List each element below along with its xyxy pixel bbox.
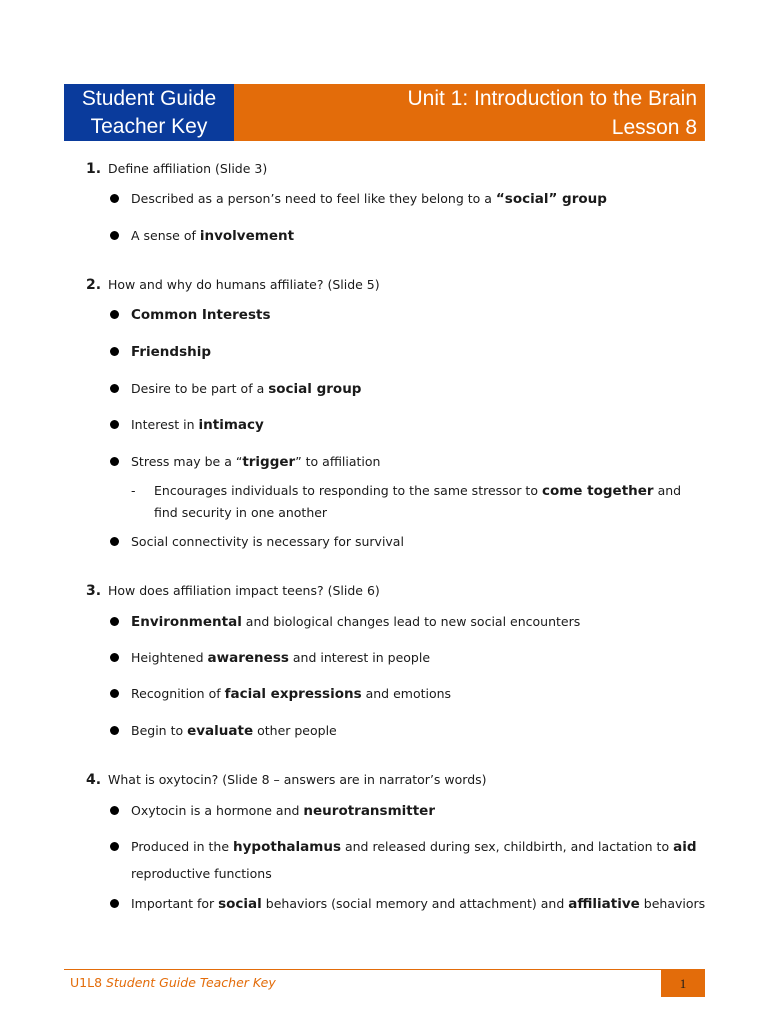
- question-text: Define affiliation (Slide 3): [108, 161, 268, 176]
- question-text: What is oxytocin? (Slide 8 – answers are in narrator’s words): [108, 772, 487, 787]
- dash-marker: -: [131, 483, 136, 498]
- bullet-icon: [110, 310, 119, 319]
- bullet-icon: [110, 457, 119, 466]
- question-1: [86, 161, 267, 177]
- bullet-icon: [110, 347, 119, 356]
- bullet-icon: [110, 899, 119, 908]
- question-text: How and why do humans affiliate? (Slide 5): [108, 277, 380, 292]
- unit-title-banner: [234, 84, 705, 141]
- question-number: 2.: [86, 277, 102, 293]
- question-number: 3.: [86, 583, 102, 599]
- header-left-line1: Student Guide: [81, 87, 217, 110]
- document-header: [64, 84, 705, 141]
- footer-title: Student Guide Teacher Key: [106, 975, 276, 990]
- header-right-line1: Unit 1: Introduction to the Brain: [407, 87, 697, 110]
- question-3: [86, 583, 380, 599]
- footer-code: U1L8: [70, 975, 106, 990]
- question-2: [86, 277, 380, 293]
- page-number: 1: [661, 970, 705, 997]
- footer-label: [70, 975, 276, 990]
- bullet-icon: [110, 842, 119, 851]
- bullet-icon: [110, 537, 119, 546]
- bullet-icon: [110, 726, 119, 735]
- bullet-icon: [110, 384, 119, 393]
- bullet-icon: [110, 806, 119, 815]
- bullet-icon: [110, 231, 119, 240]
- student-guide-banner: [64, 84, 234, 141]
- question-4: [86, 772, 487, 788]
- header-right-line2: Lesson 8: [611, 116, 697, 139]
- bullet-icon: [110, 194, 119, 203]
- question-number: 4.: [86, 772, 102, 788]
- question-number: 1.: [86, 161, 102, 177]
- question-text: How does affiliation impact teens? (Slide 6): [108, 583, 380, 598]
- bullet-icon: [110, 689, 119, 698]
- bullet-icon: [110, 420, 119, 429]
- bullet-icon: [110, 617, 119, 626]
- footer-divider: [64, 969, 705, 970]
- bullet-icon: [110, 653, 119, 662]
- header-left-line2: Teacher Key: [90, 115, 208, 138]
